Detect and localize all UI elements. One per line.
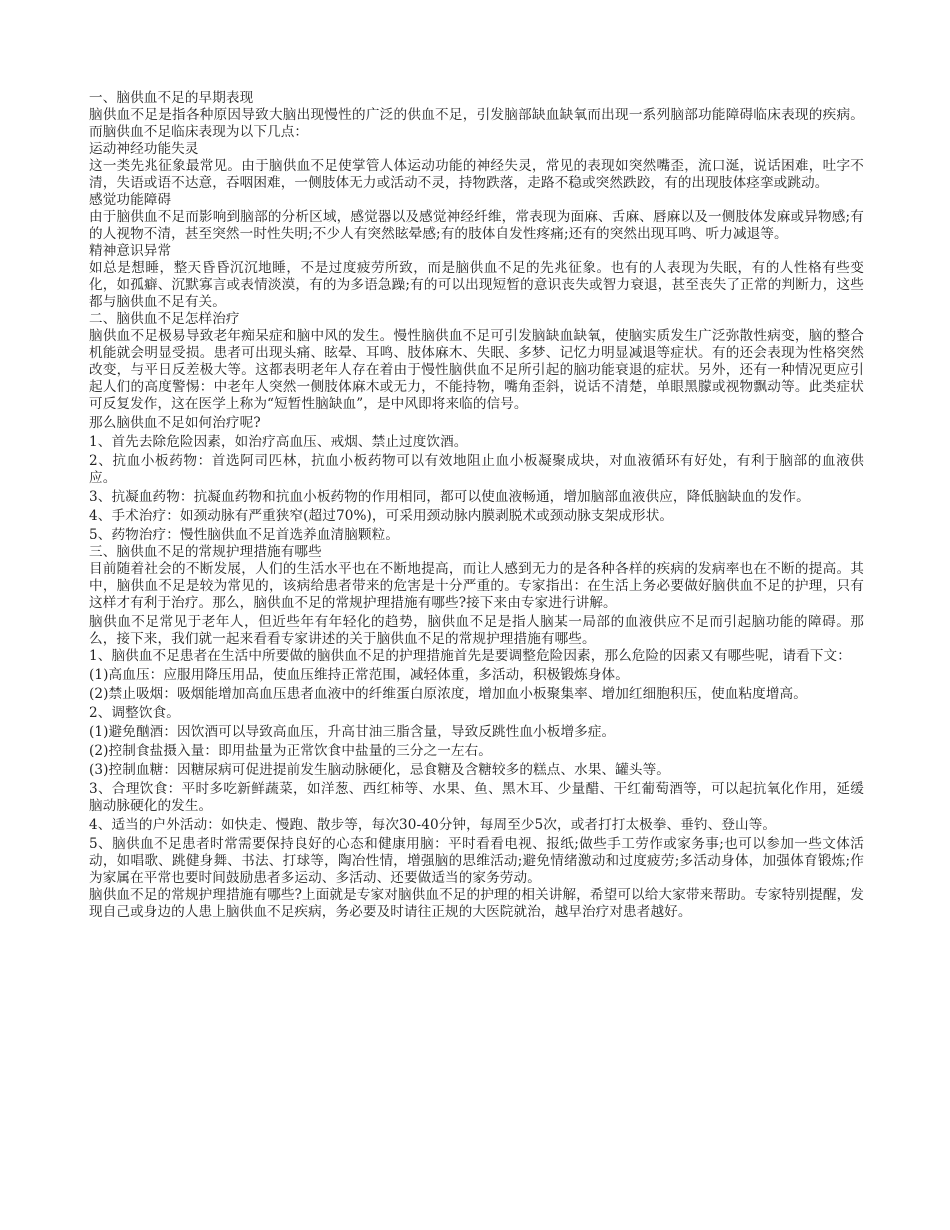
care-item-4: 4、适当的户外活动：如快走、慢跑、散步等，每次30-40分钟，每周至少5次，或者打打太极拳、垂钓、登山等。 [89,817,777,833]
document-body [89,90,864,921]
paragraph-treatment: 脑供血不足极易导致老年痴呆症和脑中风的发生。慢性脑供血不足可引发脑缺血缺氧，使脑实质发生广泛弥散性病变，脑的整合机能就会明显受损。患者可出现头痛、眩晕、耳鸣、肢体麻木、失眠、多梦、记忆力明显减退等症状。有的还会表现为性格突然改变，与平日反差极大等。这都表明老年人存在着由于慢性脑供血不足所引起的脑功能衰退的症状。另外，还有一种情况更应引起人们的高度警惕：中老年人突然一侧肢体麻木或无力，不能持物，嘴角歪斜，说话不清楚，单眼黑朦或视物飘动等。此类症状可反复发作，这在医学上称为“短暂性脑缺血”，是中风即将来临的信号。 [89,328,864,412]
subheading-sensory: 感觉功能障碍 [89,192,172,208]
paragraph-motor: 这一类先兆征象最常见。由于脑供血不足使掌管人体运动功能的神经失灵，常见的表现如突然嘴歪，流口涎，说话困难，吐字不清，失语或语不达意，吞咽困难，一侧肢体无力或活动不灵，持物跌落，走路不稳或突然跌跤，有的出现肢体痉挛或跳动。 [89,158,864,191]
treatment-item-2: 2、抗血小板药物：首选阿司匹林，抗血小板药物可以有效地阻止血小板凝聚成块，对血液循环有好处，有利于脑部的血液供应。 [89,453,864,486]
treatment-item-3: 3、抗凝血药物：抗凝血药物和抗血小板药物的作用相同，都可以使血液畅通，增加脑部血液供应，降低脑缺血的发作。 [89,489,810,505]
treatment-question: 那么脑供血不足如何治疗呢? [89,415,261,431]
paragraph-care-2: 脑供血不足常见于老年人，但近些年有年轻化的趋势，脑供血不足是指人脑某一局部的血液供应不足而引起脑功能的障碍。那么，接下来，我们就一起来看看专家讲述的关于脑供血不足的常规护理措施有哪些。 [89,614,864,647]
section-2-title: 二、脑供血不足怎样治疗 [89,311,240,327]
care-item-5: 5、脑供血不足患者时常需要保持良好的心态和健康用脑：平时看看电视、报纸;做些手工劳作或家务事;也可以参加一些文体活动，如唱歌、跳健身舞、书法、打球等，陶冶性情，增强脑的思维活动;避免情绪激动和过度疲劳;多活动身体，加强体育锻炼;作为家属在平常也要时间鼓励患者多运动、多活动、还要做适当的家务劳动。 [89,836,864,886]
care-item-2b: (2)控制食盐摄入量：即用盐量为正常饮食中盐量的三分之一左右。 [89,743,492,759]
care-item-2a: (1)避免酗酒：因饮酒可以导致高血压，升高甘油三脂含量，导致反跳性血小板增多症。 [89,724,616,740]
care-item-2c: (3)控制血糖：因糖尿病可促进提前发生脑动脉硬化，忌食糖及含糖较多的糕点、水果、罐头等。 [89,762,670,778]
subheading-motor: 运动神经功能失灵 [89,141,199,157]
treatment-item-1: 1、首先去除危险因素，如治疗高血压、戒烟、禁止过度饮酒。 [89,434,468,450]
care-item-2: 2、调整饮食。 [89,705,180,721]
section-1-intro: 脑供血不足是指各种原因导致大脑出现慢性的广泛的供血不足，引发脑部缺血缺氧而出现一系列脑部功能障碍临床表现的疾病。而脑供血不足临床表现为以下几点： [89,107,864,140]
care-item-1b: (2)禁止吸烟：吸烟能增加高血压患者血液中的纤维蛋白原浓度，增加血小板聚集率、增加红细胞积压，使血粘度增高。 [89,686,807,702]
treatment-item-4: 4、手术治疗：如颈动脉有严重狭窄(超过70%)，可采用颈动脉内膜剥脱术或颈动脉支架成形状。 [89,508,674,524]
section-1-title: 一、脑供血不足的早期表现 [89,90,254,106]
paragraph-conclusion: 脑供血不足的常规护理措施有哪些?上面就是专家对脑供血不足的护理的相关讲解，希望可以给大家带来帮助。专家特别提醒，发现自己或身边的人患上脑供血不足疾病，务必要及时请往正规的大医院就治，越早治疗对患者越好。 [89,887,864,920]
treatment-item-5: 5、药物治疗：慢性脑供血不足首选养血清脑颗粒。 [89,527,400,543]
care-item-1: 1、脑供血不足患者在生活中所要做的脑供血不足的护理措施首先是要调整危险因素，那么危险的因素又有哪些呢，请看下文： [89,648,851,664]
paragraph-care-1: 目前随着社会的不断发展，人们的生活水平也在不断地提高，而让人感到无力的是各种各样的疾病的发病率也在不断的提高。其中，脑供血不足是较为常见的，该病给患者带来的危害是十分严重的。专家指出：在生活上务必要做好脑供血不足的护理，只有这样才有利于治疗。那么，脑供血不足的常规护理措施有哪些?接下来由专家进行讲解。 [89,561,864,611]
subheading-mental: 精神意识异常 [89,243,172,259]
paragraph-mental: 如总是想睡，整天昏昏沉沉地睡，不是过度疲劳所致，而是脑供血不足的先兆征象。也有的人表现为失眠，有的人性格有些变化，如孤癖、沉默寡言或表情淡漠，有的为多语急躁;有的可以出现短暂的意识丧失或智力衰退，甚至丧失了正常的判断力，这些都与脑供血不足有关。 [89,260,864,310]
paragraph-sensory: 由于脑供血不足而影响到脑部的分析区域，感觉器以及感觉神经纤维，常表现为面麻、舌麻、唇麻以及一侧肢体发麻或异物感;有的人视物不清，甚至突然一时性失明;不少人有突然眩晕感;有的肢体自发性疼痛;还有的突然出现耳鸣、听力减退等。 [89,209,864,242]
care-item-3: 3、合理饮食：平时多吃新鲜蔬菜，如洋葱、西红柿等、水果、鱼、黑木耳、少量醋、干红葡萄酒等，可以起抗氧化作用，延缓脑动脉硬化的发生。 [89,781,864,814]
section-3-title: 三、脑供血不足的常规护理措施有哪些 [89,544,322,560]
care-item-1a: (1)高血压：应服用降压用品，使血压维持正常范围，减轻体重，多活动，积极锻炼身体。 [89,667,629,683]
